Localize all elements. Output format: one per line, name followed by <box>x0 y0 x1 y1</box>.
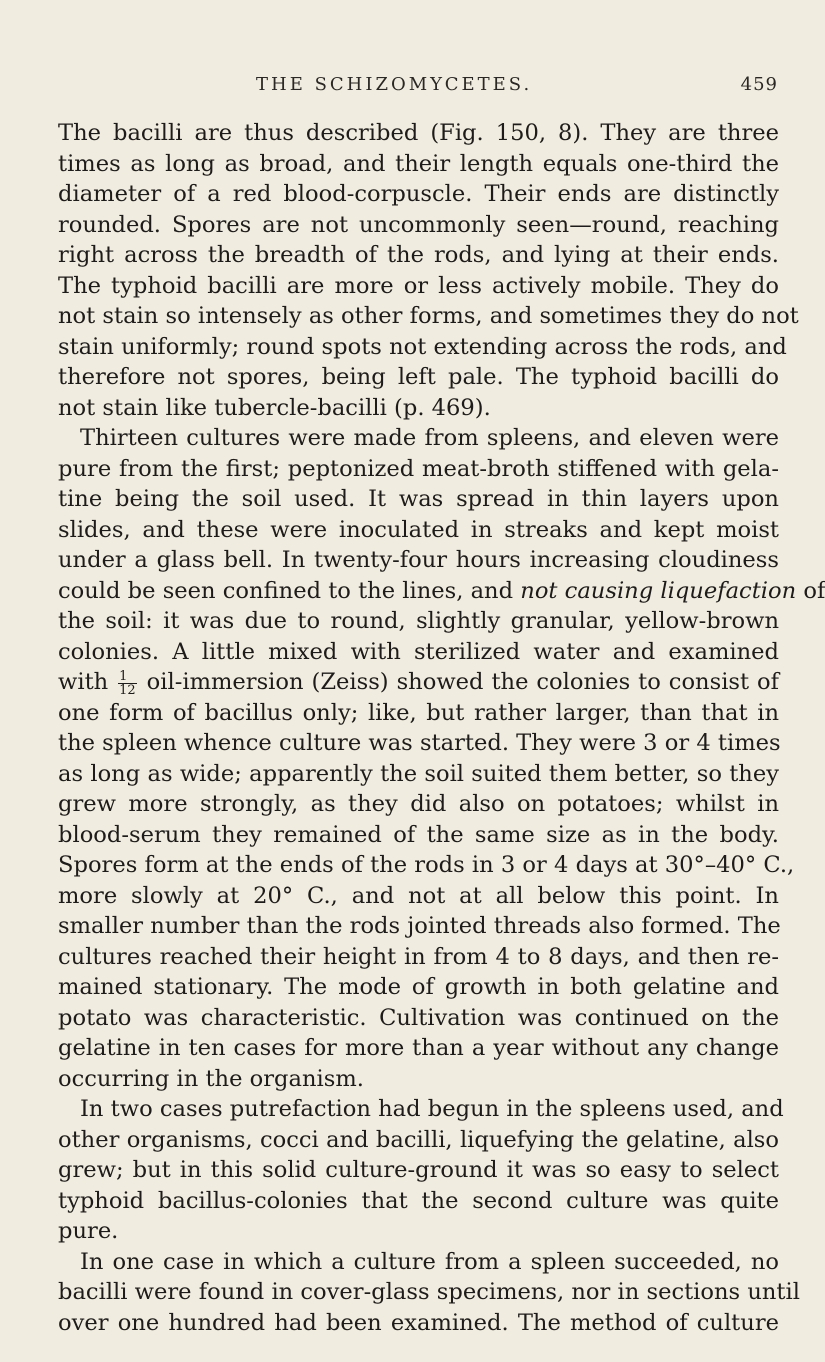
fraction <box>118 670 137 697</box>
running-head <box>58 74 778 100</box>
text-line: the soil: it was due to round, slightly granular, yellow-brown <box>58 608 779 634</box>
text-line: other organisms, cocci and bacilli, liquefying the gelatine, also <box>58 1126 779 1153</box>
text-line: typhoid bacillus-colonies that the second culture was quite <box>58 1187 779 1214</box>
text-line: grew; but in this solid culture-ground it was so easy to select <box>58 1157 779 1183</box>
chapter-title: THE SCHIZOMYCETES. <box>256 74 533 95</box>
text-line: diameter of a red blood-corpuscle. Their ends are distinctly <box>58 181 779 207</box>
text-line: gelatine in ten cases for more than a year without any change <box>58 1035 779 1061</box>
text-line: more slowly at 20° C., and not at all below this point. In <box>58 882 779 909</box>
fraction-denominator: 12 <box>119 682 136 698</box>
text-line: not stain so intensely as other forms, and sometimes they do not <box>58 303 799 329</box>
text-line: potato was characteristic. Cultivation was continued on the <box>58 1004 779 1031</box>
text-line: blood-serum they remained of the same size as in the body. <box>58 821 779 848</box>
text-segment: of <box>803 577 825 604</box>
text-line: right across the breadth of the rods, and lying at their ends. <box>58 242 779 268</box>
italic-phrase: not causing liquefaction <box>520 577 797 604</box>
text-line: pure. <box>58 1218 119 1244</box>
body-text <box>58 118 825 1338</box>
text-line: pure from the first; peptonized meat-broth stiffened with gela- <box>58 455 779 482</box>
text-line: not stain like tubercle-bacilli (p. 469). <box>58 394 491 421</box>
text-segment: could be seen confined to the lines, and <box>58 577 514 604</box>
text-line: smaller number than the rods jointed threads also formed. The <box>58 913 781 939</box>
text-line <box>58 667 779 698</box>
text-line: cultures reached their height in from 4 to 8 days, and then re- <box>58 943 779 970</box>
fraction-numerator: 1 <box>118 670 137 684</box>
text-line: the spleen whence culture was started. They were 3 or 4 times <box>58 730 781 756</box>
text-line: therefore not spores, being left pale. The typhoid bacilli do <box>58 364 779 390</box>
text-line: colonies. A little mixed with sterilized water and examined <box>58 638 779 665</box>
text-line: mained stationary. The mode of growth in both gelatine and <box>58 974 779 1000</box>
text-line: one form of bacillus only; like, but rather larger, than that in <box>58 699 779 726</box>
text-line: In one case in which a culture from a spleen succeeded, no <box>80 1248 779 1275</box>
page-number: 459 <box>740 74 778 95</box>
text-line: The typhoid bacilli are more or less actively mobile. They do <box>58 272 779 299</box>
text-line: The bacilli are thus described (Fig. 150, 8). They are three <box>58 120 779 146</box>
text-line: occurring in the organism. <box>58 1065 364 1092</box>
text-line: Thirteen cultures were made from spleens, and eleven were <box>80 425 779 451</box>
text-line: Spores form at the ends of the rods in 3 or 4 days at 30°–40° C., <box>58 852 795 878</box>
text-line: rounded. Spores are not uncommonly seen—round, reaching <box>58 211 779 238</box>
text-line: as long as wide; apparently the soil suited them better, so they <box>58 760 779 787</box>
text-line: In two cases putrefaction had begun in the spleens used, and <box>80 1096 784 1122</box>
text-line: over one hundred had been examined. The method of culture <box>58 1309 779 1336</box>
text-segment: with <box>58 669 109 695</box>
text-line: under a glass bell. In twenty-four hours increasing cloudiness <box>58 547 779 573</box>
text-line <box>58 576 825 607</box>
text-line: grew more strongly, as they did also on potatoes; whilst in <box>58 791 779 817</box>
text-line: times as long as broad, and their length equals one-third the <box>58 150 779 177</box>
text-line: slides, and these were inoculated in streaks and kept moist <box>58 516 779 543</box>
text-line: stain uniformly; round spots not extending across the rods, and <box>58 333 787 360</box>
text-line: tine being the soil used. It was spread in thin layers upon <box>58 486 779 512</box>
text-segment: oil-immersion (Zeiss) showed the colonies to consist of <box>146 669 780 695</box>
text-line: bacilli were found in cover-glass specimens, nor in sections until <box>58 1279 800 1305</box>
